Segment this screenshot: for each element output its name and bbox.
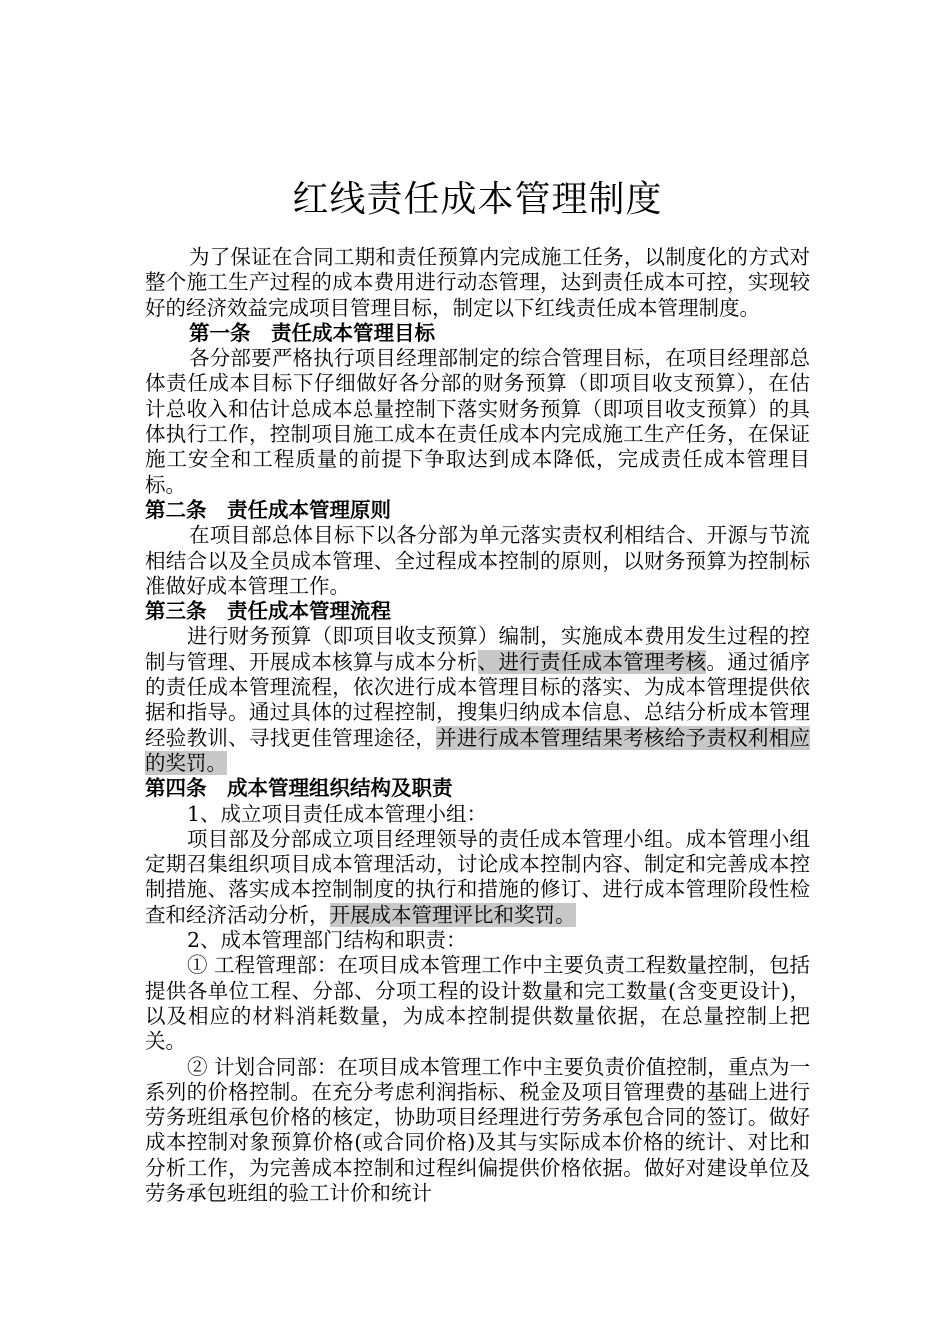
article1-heading: 第一条 责任成本管理目标 (189, 320, 435, 345)
article3-paragraph (145, 624, 810, 776)
article4-item1-highlight: 开展成本管理评比和奖罚。 (329, 902, 576, 927)
article4-item1-text: 项目部及分部成立项目经理领导的责任成本管理小组。成本管理小组定期召集组织项目成本管理活动，讨论成本控制内容、制定和完善成本控制措施、落实成本控制制度的执行和措施的修订、进行成本管理阶段性检查和经济活动分析， (145, 826, 810, 927)
document-title: 红线责任成本管理制度 (292, 179, 663, 220)
article3-text-a: 进行财务预算（即项目收支预算）编制，实施成本费用发生过程的控制与管理、开展成本核算与成本分析 (145, 624, 810, 674)
article4-item2-title: 2、成本管理部门结构和职责： (187, 928, 467, 953)
document-body (145, 245, 810, 1206)
article4-dept1-paragraph: ① 工程管理部：在项目成本管理工作中主要负责工程数量控制，包括提供各单位工程、分部、分项工程的设计数量和完工数量(含变更设计)，以及相应的材料消耗数量，为成本控制提供数量依据，在总量控制上把关。 (145, 953, 810, 1054)
article3-heading: 第三条 责任成本管理流程 (145, 599, 391, 624)
article1-paragraph: 各分部要严格执行项目经理部制定的综合管理目标，在项目经理部总体责任成本目标下仔细做好各分部的财务预算（即项目收支预算），在估计总收入和估计总成本总量控制下落实财务预算（即项目收支预算）的具体执行工作，控制项目施工成本在责任成本内完成施工生产任务，在保证施工安全和工程质量的前提下争取达到成本降低，完成责任成本管理目标。 (145, 346, 810, 497)
article4-dept2-paragraph: ② 计划合同部：在项目成本管理工作中主要负责价值控制，重点为一系列的价格控制。在充分考虑利润指标、税金及项目管理费的基础上进行劳务班组承包价格的核定，协助项目经理进行劳务承包合同的签订。做好成本控制对象预算价格(或合同价格)及其与实际成本价格的统计、对比和分析工作，为完善成本控制和过程纠偏提供价格依据。做好对建设单位及劳务承包班组的验工计价和统计 (145, 1054, 810, 1205)
article3-highlight-2: 并进行成本管理结果考核给予责权利相应的奖罚。 (145, 725, 811, 775)
intro-paragraph: 为了保证在合同工期和责任预算内完成施工任务，以制度化的方式对整个施工生产过程的成本费用进行动态管理，达到责任成本可控，实现较好的经济效益完成项目管理目标，制定以下红线责任成本管理制度。 (145, 245, 810, 320)
article4-heading: 第四条 成本管理组织结构及职责 (145, 776, 453, 801)
article3-highlight-1: 、进行责任成本管理考核 (477, 649, 707, 674)
article2-heading: 第二条 责任成本管理原则 (145, 497, 391, 522)
article4-item1-title: 1、成立项目责任成本管理小组： (187, 801, 488, 826)
article4-item1-paragraph (145, 827, 810, 928)
article2-paragraph: 在项目部总体目标下以各分部为单元落实责权利相结合、开源与节流相结合以及全员成本管理、全过程成本控制的原则，以财务预算为控制标准做好成本管理工作。 (145, 523, 810, 598)
article3-text-c: 。通过循序的责任成本管理流程，依次进行成本管理目标的落实、为成本管理提供依据和指导。通过具体的过程控制，搜集归纳成本信息、总结分析成本管理经验教训、寻找更佳管理途径， (145, 649, 811, 750)
